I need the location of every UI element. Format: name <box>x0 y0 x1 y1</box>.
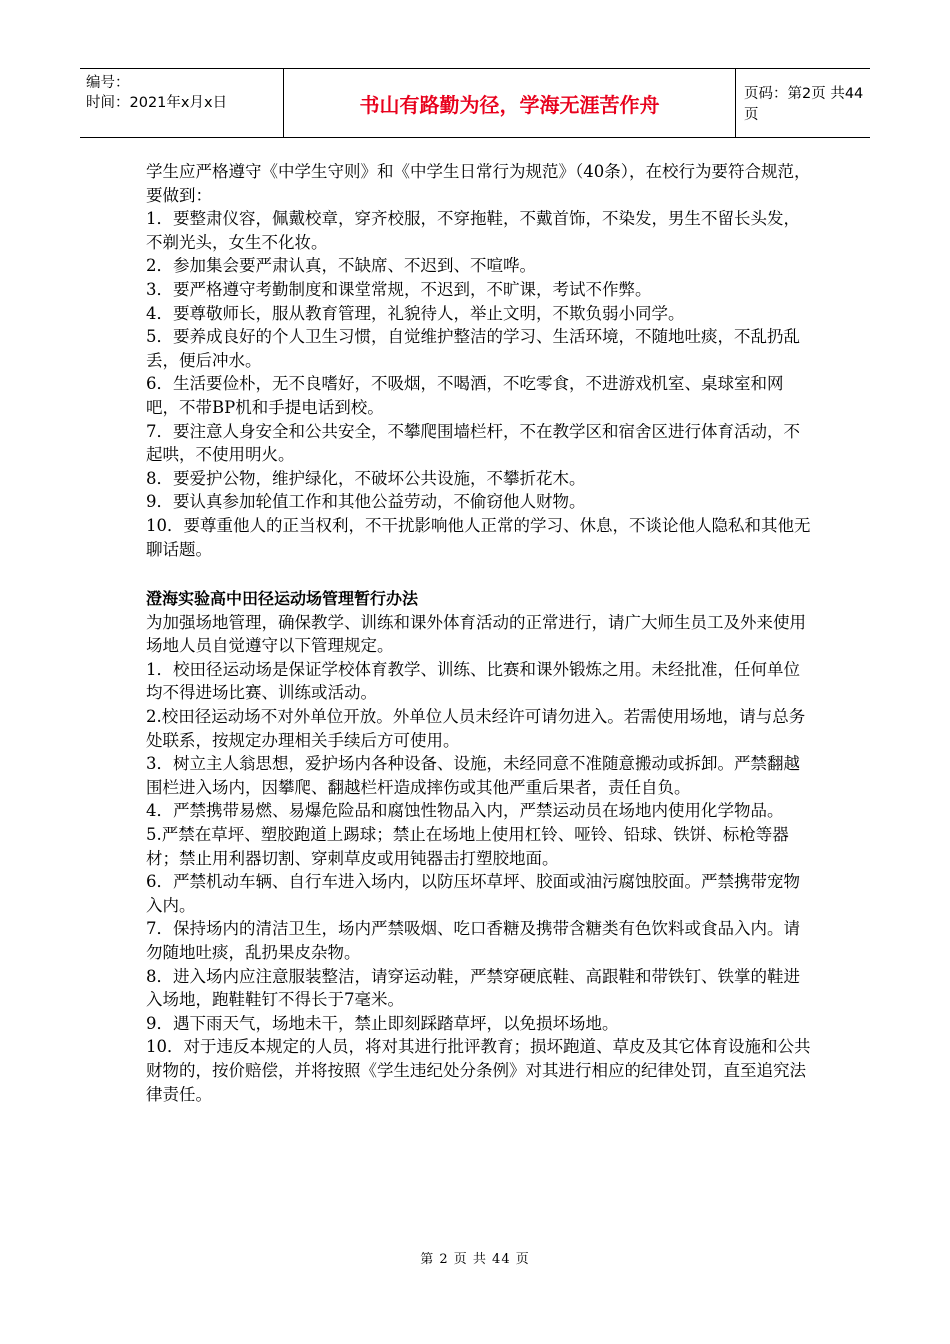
section2-item-2: 2.校田径运动场不对外单位开放。外单位人员未经许可请勿进入。若需使用场地，请与总务处联系，按规定办理相关手续后方可使用。 <box>146 707 806 750</box>
section2-item-7: 7．保持场内的清洁卫生，场内严禁吸烟、吃口香糖及携带含糖类有色饮料或食品入内。请勿随地吐痰，乱扔果皮杂物。 <box>146 919 800 962</box>
header-number-label: 编号： <box>86 75 130 91</box>
section-gap <box>146 561 816 587</box>
section1-item-9: 9．要认真参加轮值工作和其他公益劳动，不偷窃他人财物。 <box>146 492 586 512</box>
header-left-cell <box>80 69 284 137</box>
header-page-info: 页码：第2页 共44页 <box>744 86 864 123</box>
section2-item-8: 8．进入场内应注意服装整洁，请穿运动鞋，严禁穿硬底鞋、高跟鞋和带铁钉、铁掌的鞋进入场地，跑鞋鞋钉不得长于7毫米。 <box>146 966 800 1010</box>
section2-intro: 为加强场地管理，确保教学、训练和课外体育活动的正常进行，请广大师生员工及外来使用场地人员自觉遵守以下管理规定。 <box>146 612 806 656</box>
section1-item-8: 8．要爱护公物，维护绿化，不破坏公共设施，不攀折花木。 <box>146 468 586 488</box>
section2-item-1: 1．校田径运动场是保证学校体育教学、训练、比赛和课外锻炼之用。未经批准，任何单位均不得进场比赛、训练或活动。 <box>146 659 800 703</box>
section2-item-10: 10．对于违反本规定的人员，将对其进行批评教育；损坏跑道、草皮及其它体育设施和公共财物的，按价赔偿，并将按照《学生违纪处分条例》对其进行相应的纪律处罚，直至追究法律责任。 <box>146 1037 811 1104</box>
section1-item-2: 2．参加集会要严肃认真，不缺席、不迟到、不喧哗。 <box>146 256 536 276</box>
section2-item-9: 9．遇下雨天气，场地未干，禁止即刻踩踏草坪，以免损坏场地。 <box>146 1013 619 1033</box>
section1-item-7: 7．要注意人身安全和公共安全，不攀爬围墙栏杆，不在教学区和宿舍区进行体育活动，不起哄，不使用明火。 <box>146 421 800 465</box>
section1-item-6: 6．生活要俭朴，无不良嗜好，不吸烟，不喝酒，不吃零食，不进游戏机室、桌球室和网吧，不带BP机和手提电话到校。 <box>146 374 784 417</box>
section1-intro: 学生应严格遵守《中学生守则》和《中学生日常行为规范》（40条），在校行为要符合规范，要做到： <box>146 162 811 205</box>
section1-item-5: 5．要养成良好的个人卫生习惯，自觉维护整洁的学习、生活环境，不随地吐痰，不乱扔乱丢，便后冲水。 <box>146 327 800 370</box>
section2-item-5: 5.严禁在草坪、塑胶跑道上踢球；禁止在场地上使用杠铃、哑铃、铅球、铁饼、标枪等器材；禁止用利器切割、穿刺草皮或用钝器击打塑胶地面。 <box>146 825 789 868</box>
section1-item-4: 4．要尊敬师长，服从教育管理，礼貌待人，举止文明，不欺负弱小同学。 <box>146 303 685 323</box>
section2-item-3: 3．树立主人翁思想，爱护场内各种设备、设施，未经同意不准随意搬动或拆卸。严禁翻越围栏进入场内，因攀爬、翻越栏杆造成摔伤或其他严重后果者，责任自负。 <box>146 754 800 797</box>
header-motto: 书山有路勤为径，学海无涯苦作舟 <box>284 69 736 137</box>
header-date-label: 时间：2021年x月x日 <box>86 95 228 111</box>
section2-item-6: 6．严禁机动车辆、自行车进入场内，以防压坏草坪、胶面或油污腐蚀胶面。严禁携带宠物入内。 <box>146 872 800 915</box>
section2-item-4: 4．严禁携带易燃、易爆危险品和腐蚀性物品入内，严禁运动员在场地内使用化学物品。 <box>146 801 784 821</box>
section1-item-10: 10．要尊重他人的正当权利，不干扰影响他人正常的学习、休息，不谈论他人隐私和其他无聊话题。 <box>146 515 811 559</box>
page-footer: 第 2 页 共 44 页 <box>420 1252 530 1267</box>
page-header <box>80 68 870 138</box>
section1-item-3: 3．要严格遵守考勤制度和课堂常规，不迟到，不旷课，考试不作弊。 <box>146 279 652 299</box>
section1-item-1: 1．要整肃仪容，佩戴校章，穿齐校服，不穿拖鞋，不戴首饰，不染发，男生不留长头发，不剃光头，女生不化妆。 <box>146 209 800 252</box>
section2-title: 澄海实验高中田径运动场管理暂行办法 <box>146 589 419 609</box>
document-body <box>146 160 816 1106</box>
